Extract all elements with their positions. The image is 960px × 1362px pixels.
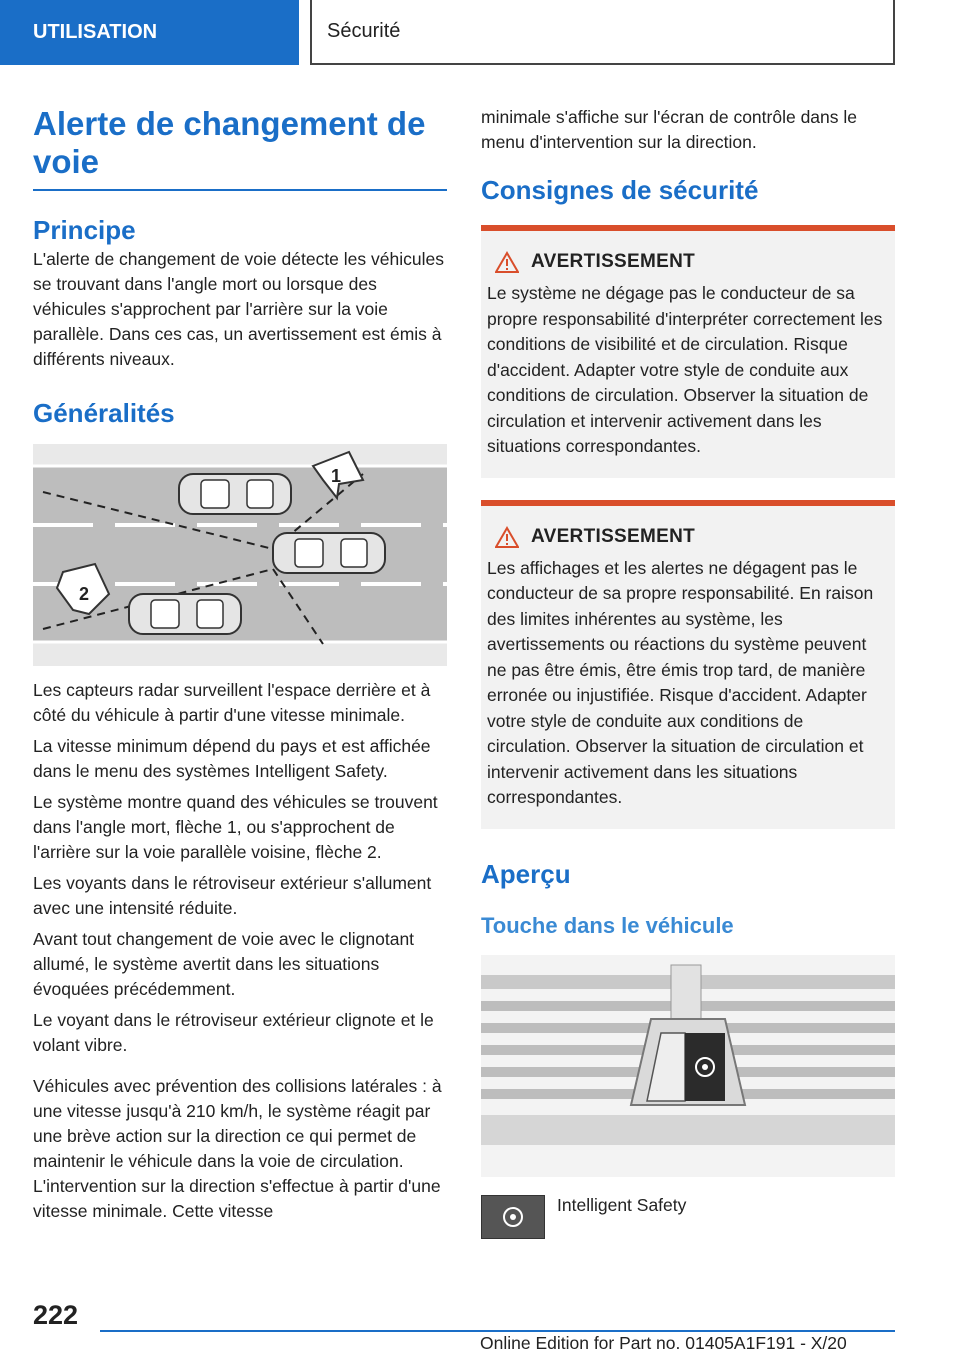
page-number: 222 [33, 1300, 79, 1330]
car-approaching-icon [129, 594, 241, 634]
body-paragraph: Véhicules avec prévention des collisions latérales : à une vitesse jusqu'à 210 km/h, le système réagit par une brève action sur la direction ce qui permet de maintenir le véhicule dans la voie de circulation. L'intervention sur la direction s'effectue à partir d'une vitesse minimale. Cette vitesse [33, 1076, 442, 1221]
edition-footer: Online Edition for Part no. 01405A1F191 - X/20 [480, 1333, 847, 1353]
continued-text: minimale s'affiche sur l'écran de contrôle dans le menu d'intervention sur la direction. [481, 107, 857, 152]
button-legend-label: Intelligent Safety [557, 1194, 687, 1215]
button-photo [481, 955, 895, 1177]
button-heading: Touche dans le véhicule [481, 912, 734, 938]
svg-text:2: 2 [79, 584, 90, 604]
page-title: Alerte de changement de voie [33, 105, 447, 191]
car-ego-icon [273, 533, 385, 573]
body-paragraph: Avant tout changement de voie avec le clignotant allumé, le système avertit dans les situations évoquées précédemment. [33, 929, 415, 999]
warning-title: AVERTISSEMENT [531, 525, 696, 547]
principe-text: L'alerte de changement de voie détecte les véhicules se trouvant dans l'angle mort ou lorsque des véhicules s'approchent par l'arrière sur la voie parallèle. Dans ces cas, un avertissement est émis à différents niveaux. [33, 249, 444, 369]
overview-heading: Aperçu [481, 858, 571, 889]
principe-heading: Principe [33, 215, 136, 245]
intelligent-safety-button-icon [647, 1033, 725, 1101]
button-legend [481, 1195, 895, 1239]
generalites-heading: Généralités [33, 398, 175, 428]
left-column [33, 105, 447, 1224]
warning-title: AVERTISSEMENT [531, 251, 696, 272]
car-blind-spot-icon [179, 474, 291, 514]
warning-triangle-icon [495, 526, 519, 548]
body-paragraph: Le voyant dans le rétroviseur extérieur clignote et le volant vibre. [33, 1010, 434, 1055]
body-paragraph: La vitesse minimum dépend du pays et est affichée dans le menu des systèmes Intelligent Safety. [33, 736, 431, 781]
body-paragraph: Les voyants dans le rétroviseur extérieur s'allument avec une intensité réduite. [33, 873, 432, 918]
warning-text: Les affichages et les alertes ne dégagent pas le conducteur de sa propre responsabilité. En raison des limites inhérentes au système, les avertissements ou réactions du système peuvent ne pas être émis, être émis trop tard, de manière erronée ou injustifiée. Risque d'accident. Adapter votre style de conduite aux conditions de circulation. Observer la situation de circulation et intervenir activement dans les situations correspondantes. [487, 557, 874, 807]
warning-triangle-icon [495, 251, 519, 273]
chapter-tab: UTILISATION [0, 0, 299, 65]
right-column [481, 105, 895, 1239]
center-console-illustration [481, 955, 895, 1177]
lane-change-figure [33, 444, 447, 666]
safety-heading: Consignes de sécurité [481, 175, 759, 205]
footer-divider [100, 1330, 895, 1332]
section-title: Sécurité [310, 0, 895, 65]
body-paragraph: Les capteurs radar surveillent l'espace derrière et à côté du véhicule à partir d'une vitesse minimale. [33, 680, 431, 725]
warning-box [481, 225, 895, 478]
svg-text:1: 1 [331, 466, 342, 486]
intelligent-safety-symbol-icon [481, 1195, 545, 1239]
lane-change-illustration [33, 444, 447, 666]
warning-text: Le système ne dégage pas le conducteur de sa propre responsabilité d'interpréter correctement les conditions de visibilité et de circulation. Risque d'accident. Adapter votre style de conduite aux conditions de circulation. Observer la situation de circulation et intervenir activement dans les situations correspondantes. [487, 283, 883, 456]
body-paragraph: Le système montre quand des véhicules se trouvent dans l'angle mort, flèche 1, ou s'approchent de l'arrière sur la voie parallèle voisine, flèche 2. [33, 792, 438, 862]
warning-box [481, 500, 895, 829]
